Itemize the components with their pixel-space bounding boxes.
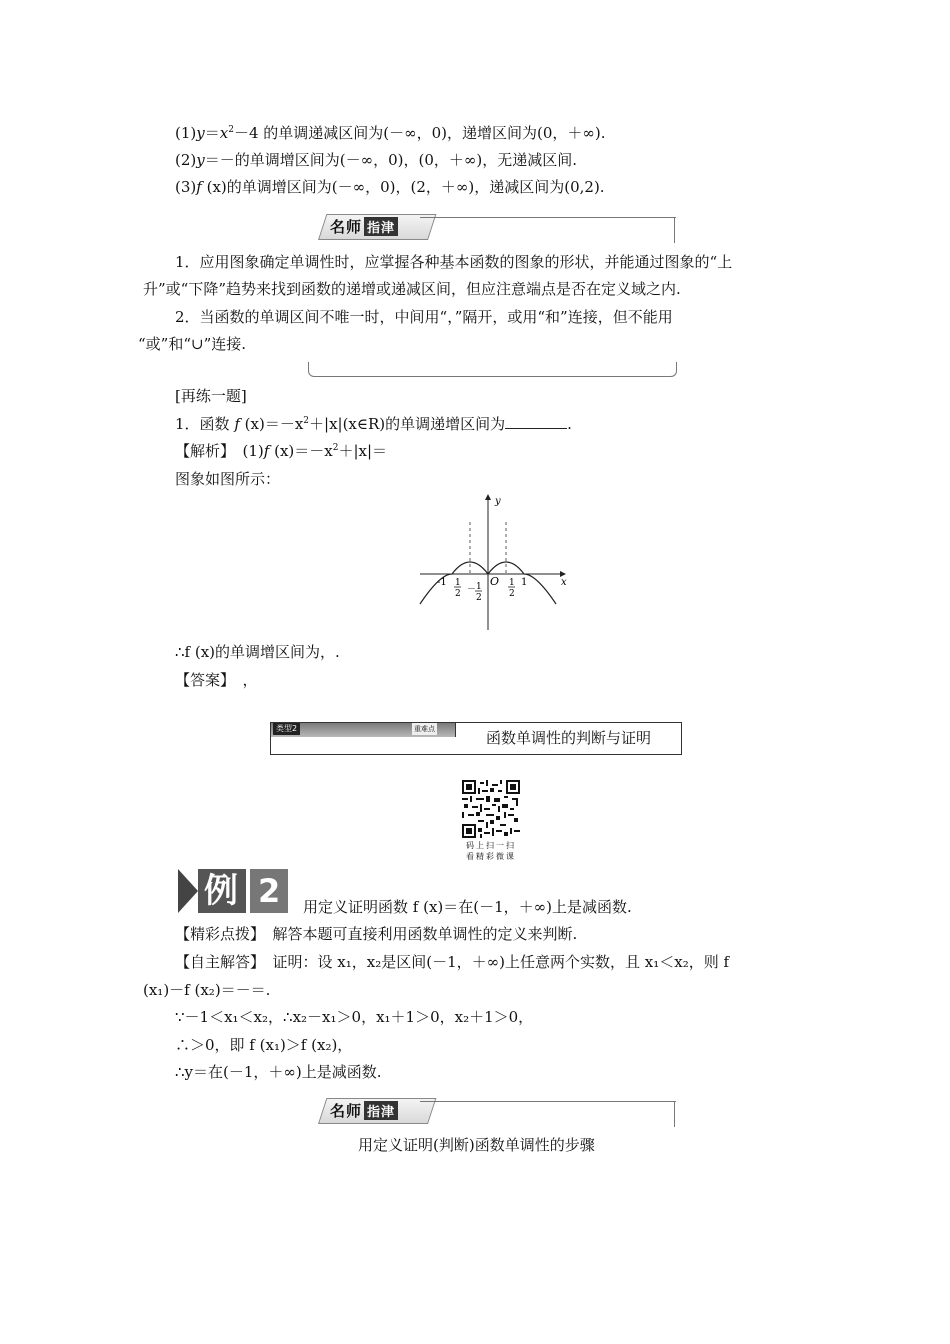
solve-line-5: ∴y＝在(－1，＋∞)上是减函数. — [175, 1063, 382, 1081]
mentor2-border-top — [420, 1101, 676, 1102]
text-line-2: (2)y＝－的单调增区间为(－∞，0)，(0，＋∞)，无递减区间. — [175, 151, 577, 169]
mentor-border-bottom — [308, 362, 677, 377]
practice-heading: [再练一题] — [175, 387, 247, 405]
qr-code[interactable] — [462, 780, 520, 838]
text-line-3: (3)f (x)的单调增区间为(－∞，0)，(2，＋∞)，递减区间为(0,2). — [175, 178, 605, 196]
y-label: y — [495, 496, 501, 507]
tick-neghalf2-num: 1 — [476, 582, 482, 592]
solve-line-4: ∴＞0，即 f (x₁)＞f (x₂)， — [175, 1036, 353, 1054]
mentor1-p1b: 升”或“下降”趋势来找到函数的递增或递减区间，但应注意端点是否在定义域之内. — [143, 280, 681, 298]
section-header — [270, 722, 682, 755]
example-word: 例 — [198, 869, 246, 913]
qr-caption: 码上扫一扫 看精彩微课 — [466, 841, 516, 861]
mentor-tips-header: 名师 指津 — [318, 214, 678, 240]
y-axis-arrow — [485, 494, 491, 500]
mentor2-border-right — [674, 1101, 675, 1127]
mentor1-p2b: “或”和“∪”连接. — [138, 335, 247, 353]
section-tag-right: 重难点 — [414, 725, 435, 733]
solve-line-3: ∵－1＜x₁＜x₂，∴x₂－x₁＞0，x₁＋1＞0，x₂＋1＞0， — [175, 1008, 534, 1026]
tick-neghalf-den: 2 — [455, 589, 461, 599]
practice-question: 1．函数 f $(x)=-x^2+|x|(x\in R)$的单调递增区间为 . — [175, 415, 572, 433]
analysis-line: 【解析】 (1)f $(x)=-x^2+|x|=$ — [175, 442, 388, 460]
mentor-border-right — [674, 217, 675, 243]
mentor1-p2a: 2．当函数的单调区间不唯一时，中间用“，”隔开，或用“和”连接，但不能用 — [175, 308, 673, 326]
mentor1-p1a: 1．应用图象确定单调性时，应掌握各种基本函数的图象的形状，并能通过图象的“上 — [175, 253, 733, 271]
section-title: 函数单调性的判断与证明 — [485, 729, 651, 747]
mentor-border-top — [420, 217, 676, 218]
tick-half-num: 1 — [509, 578, 515, 588]
solve-line-1: 【自主解答】 证明：设 x₁，x₂是区间(－1，＋∞)上任意两个实数，且 x₁＜x₂，则 f — [175, 953, 730, 971]
example-number: 2 — [250, 869, 288, 913]
example-arrow-icon — [178, 869, 198, 913]
tick-half-den: 2 — [509, 589, 515, 599]
example-badge — [178, 868, 288, 914]
origin-label: O — [490, 575, 500, 588]
text-line-1: $(1)y=x^2-4$ 的单调递减区间为(－∞，0)，递增区间为(0，＋∞). — [175, 124, 606, 142]
tick-pos1: 1 — [521, 577, 528, 588]
conclusion-line: ∴f (x)的单调增区间为，. — [175, 643, 340, 661]
hint-line: 【精彩点拨】 解答本题可直接利用函数单调性的定义来判断. — [175, 925, 578, 943]
tick-neg1: -1 — [437, 577, 447, 588]
minus-sign: － — [467, 585, 477, 595]
section-header-band — [271, 723, 456, 737]
tick-neghalf2-den: 2 — [476, 593, 482, 603]
mentor2-text: 用定义证明(判断)函数单调性的步骤 — [358, 1136, 595, 1154]
section-tag: 类型2 — [273, 723, 300, 735]
example-stem: 用定义证明函数 f (x)＝在(－1，＋∞)上是减函数. — [303, 898, 632, 916]
answer-line: 【答案】 ， — [175, 671, 258, 689]
graph-caption: 图象如图所示： — [175, 470, 281, 488]
function-graph — [415, 492, 575, 634]
answer-blank — [505, 414, 567, 429]
mentor-tips-header-2: 名师 指津 — [318, 1098, 678, 1124]
x-label: x — [561, 577, 567, 588]
solve-line-2: (x₁)－f (x₂)＝－＝. — [143, 981, 271, 999]
tick-neghalf-num: 1 — [455, 578, 461, 588]
